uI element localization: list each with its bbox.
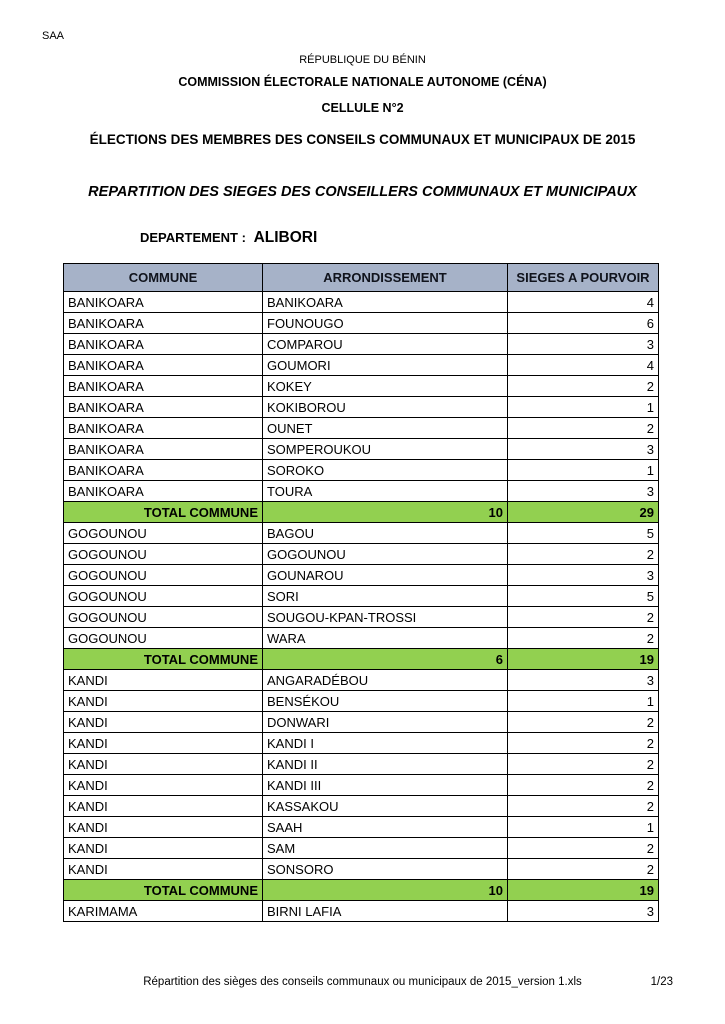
total-arrondissement-count: 10 [263, 880, 508, 901]
table-row [64, 838, 659, 859]
commune-cell: BANIKOARA [64, 355, 263, 376]
total-row [64, 880, 659, 901]
table-row [64, 691, 659, 712]
commune-cell: KANDI [64, 754, 263, 775]
total-label: TOTAL COMMUNE [64, 880, 263, 901]
arrondissement-cell: SOMPEROUKOU [263, 439, 508, 460]
table-row [64, 397, 659, 418]
column-header-sieges: SIEGES A POURVOIR [508, 264, 659, 292]
sieges-cell: 3 [508, 334, 659, 355]
commune-cell: KANDI [64, 733, 263, 754]
arrondissement-cell: GOUNAROU [263, 565, 508, 586]
arrondissement-cell: GOGOUNOU [263, 544, 508, 565]
sieges-cell: 1 [508, 397, 659, 418]
table-row [64, 733, 659, 754]
table-row [64, 817, 659, 838]
page-title: REPARTITION DES SIEGES DES CONSEILLERS COMMUNAUX ET MUNICIPAUX [88, 183, 637, 200]
total-row [64, 649, 659, 670]
commune-cell: BANIKOARA [64, 439, 263, 460]
commune-cell: GOGOUNOU [64, 586, 263, 607]
commune-cell: KANDI [64, 859, 263, 880]
arrondissement-cell: SONSORO [263, 859, 508, 880]
arrondissement-cell: KANDI I [263, 733, 508, 754]
table-row [64, 670, 659, 691]
department-line [0, 229, 725, 247]
total-arrondissement-count: 6 [263, 649, 508, 670]
department-label: DEPARTEMENT : [140, 230, 246, 246]
commune-cell: BANIKOARA [64, 481, 263, 502]
sieges-cell: 1 [508, 817, 659, 838]
arrondissement-cell: FOUNOUGO [263, 313, 508, 334]
arrondissement-cell: KOKIBOROU [263, 397, 508, 418]
table-row [64, 334, 659, 355]
table-row [64, 523, 659, 544]
elections-line: ÉLECTIONS DES MEMBRES DES CONSEILS COMMUNAUX ET MUNICIPAUX DE 2015 [89, 132, 636, 147]
total-sieges-count: 29 [508, 502, 659, 523]
total-sieges-count: 19 [508, 880, 659, 901]
arrondissement-cell: SAAH [263, 817, 508, 838]
arrondissement-cell: SORI [263, 586, 508, 607]
commune-cell: KANDI [64, 691, 263, 712]
arrondissement-cell: SAM [263, 838, 508, 859]
sieges-cell: 3 [508, 901, 659, 922]
seats-table [63, 263, 659, 922]
table-row [64, 544, 659, 565]
arrondissement-cell: KASSAKOU [263, 796, 508, 817]
commune-cell: KANDI [64, 712, 263, 733]
sieges-cell: 4 [508, 292, 659, 313]
sieges-cell: 2 [508, 544, 659, 565]
sieges-cell: 6 [508, 313, 659, 334]
commune-cell: KARIMAMA [64, 901, 263, 922]
column-header-commune: COMMUNE [64, 264, 263, 292]
table-row [64, 481, 659, 502]
corner-note: SAA [42, 30, 65, 42]
column-header-arrondissement: ARRONDISSEMENT [263, 264, 508, 292]
commune-cell: KANDI [64, 817, 263, 838]
sieges-cell: 2 [508, 712, 659, 733]
footer-page-number: 1/23 [650, 976, 673, 988]
commune-cell: KANDI [64, 796, 263, 817]
sieges-cell: 2 [508, 796, 659, 817]
republic-line: RÉPUBLIQUE DU BÉNIN [299, 54, 426, 66]
commune-cell: BANIKOARA [64, 460, 263, 481]
total-label: TOTAL COMMUNE [64, 502, 263, 523]
sieges-cell: 3 [508, 481, 659, 502]
arrondissement-cell: ANGARADÉBOU [263, 670, 508, 691]
sieges-cell: 5 [508, 523, 659, 544]
sieges-cell: 5 [508, 586, 659, 607]
table-row [64, 418, 659, 439]
arrondissement-cell: WARA [263, 628, 508, 649]
table-header-row [64, 264, 659, 292]
commune-cell: KANDI [64, 775, 263, 796]
sieges-cell: 2 [508, 607, 659, 628]
department-value: ALIBORI [253, 229, 318, 247]
commune-cell: BANIKOARA [64, 292, 263, 313]
commune-cell: BANIKOARA [64, 334, 263, 355]
table-row [64, 712, 659, 733]
commune-cell: BANIKOARA [64, 376, 263, 397]
commune-cell: KANDI [64, 670, 263, 691]
sieges-cell: 4 [508, 355, 659, 376]
sieges-cell: 2 [508, 628, 659, 649]
commune-cell: GOGOUNOU [64, 544, 263, 565]
table-row [64, 292, 659, 313]
arrondissement-cell: KANDI II [263, 754, 508, 775]
commune-cell: GOGOUNOU [64, 523, 263, 544]
total-label: TOTAL COMMUNE [64, 649, 263, 670]
commune-cell: GOGOUNOU [64, 628, 263, 649]
table-row [64, 355, 659, 376]
commission-line: COMMISSION ÉLECTORALE NATIONALE AUTONOME (CÉNA) [178, 75, 547, 89]
commune-cell: BANIKOARA [64, 397, 263, 418]
table-row [64, 775, 659, 796]
table-row [64, 460, 659, 481]
table-row [64, 628, 659, 649]
sieges-cell: 2 [508, 838, 659, 859]
arrondissement-cell: SOUGOU-KPAN-TROSSI [263, 607, 508, 628]
sieges-cell: 1 [508, 460, 659, 481]
commune-cell: BANIKOARA [64, 418, 263, 439]
table-row [64, 607, 659, 628]
sieges-cell: 2 [508, 418, 659, 439]
cellule-line: CELLULE N°2 [321, 101, 404, 115]
page-footer [0, 976, 725, 988]
total-row [64, 502, 659, 523]
arrondissement-cell: SOROKO [263, 460, 508, 481]
sieges-cell: 1 [508, 691, 659, 712]
table-row [64, 754, 659, 775]
commune-cell: GOGOUNOU [64, 607, 263, 628]
sieges-cell: 3 [508, 670, 659, 691]
table-row [64, 859, 659, 880]
table-row [64, 313, 659, 334]
commune-cell: KANDI [64, 838, 263, 859]
table-row [64, 565, 659, 586]
sieges-cell: 2 [508, 733, 659, 754]
sieges-cell: 2 [508, 376, 659, 397]
document-header [0, 0, 725, 247]
sieges-cell: 2 [508, 859, 659, 880]
total-arrondissement-count: 10 [263, 502, 508, 523]
arrondissement-cell: OUNET [263, 418, 508, 439]
table-row [64, 439, 659, 460]
arrondissement-cell: BENSÉKOU [263, 691, 508, 712]
table-row [64, 586, 659, 607]
footer-filename: Répartition des sièges des conseils communaux ou municipaux de 2015_version 1.xls [143, 976, 582, 988]
table-row [64, 376, 659, 397]
arrondissement-cell: BIRNI LAFIA [263, 901, 508, 922]
sieges-cell: 3 [508, 565, 659, 586]
arrondissement-cell: COMPAROU [263, 334, 508, 355]
arrondissement-cell: TOURA [263, 481, 508, 502]
commune-cell: BANIKOARA [64, 313, 263, 334]
arrondissement-cell: DONWARI [263, 712, 508, 733]
arrondissement-cell: GOUMORI [263, 355, 508, 376]
commune-cell: GOGOUNOU [64, 565, 263, 586]
sieges-cell: 2 [508, 775, 659, 796]
sieges-cell: 3 [508, 439, 659, 460]
sieges-cell: 2 [508, 754, 659, 775]
arrondissement-cell: BAGOU [263, 523, 508, 544]
arrondissement-cell: BANIKOARA [263, 292, 508, 313]
total-sieges-count: 19 [508, 649, 659, 670]
arrondissement-cell: KANDI III [263, 775, 508, 796]
arrondissement-cell: KOKEY [263, 376, 508, 397]
table-row [64, 901, 659, 922]
table-row [64, 796, 659, 817]
